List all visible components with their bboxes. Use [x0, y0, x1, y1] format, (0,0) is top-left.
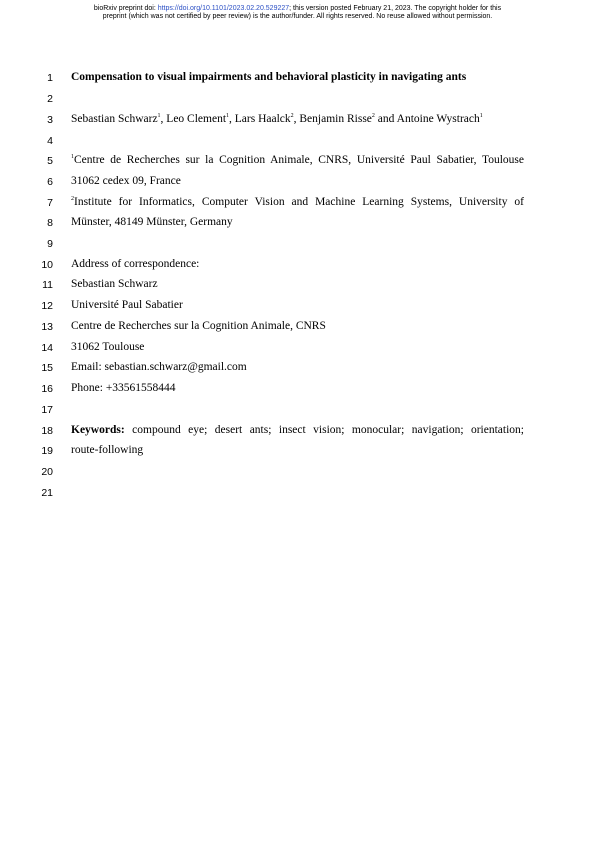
line-number: 17: [41, 404, 53, 416]
line-10: [0, 257, 595, 277]
keywords-cont: route-following: [71, 444, 144, 456]
line-3: [0, 112, 595, 132]
keywords: [71, 424, 524, 436]
author-separator: ,: [229, 113, 235, 125]
line-number: 7: [47, 197, 53, 209]
correspondence-name: Sebastian Schwarz: [71, 278, 158, 290]
affiliation-mark: 2: [371, 113, 375, 120]
line-8: [0, 215, 595, 235]
line-18: [0, 423, 595, 443]
line-number: 11: [42, 279, 53, 291]
line-20: [0, 464, 595, 484]
line-number: 15: [41, 362, 53, 374]
affiliation-mark: 2: [290, 113, 294, 120]
affiliation-mark: 1: [226, 113, 230, 120]
author-name: Antoine Wystrach: [396, 113, 480, 125]
line-16: [0, 381, 595, 401]
affiliation-1: [71, 154, 524, 166]
line-1: [0, 70, 595, 90]
author-list: [71, 113, 483, 125]
line-number: 6: [47, 176, 53, 188]
author-separator: and: [374, 113, 397, 125]
line-4: [0, 133, 595, 153]
author-separator: ,: [160, 113, 167, 125]
doi-link[interactable]: https://doi.org/10.1101/2023.02.20.529227: [157, 5, 290, 12]
affiliation-mark: 2: [71, 196, 74, 203]
line-17: [0, 402, 595, 422]
line-number: 10: [41, 259, 53, 271]
line-6: [0, 174, 595, 194]
line-number: 1: [47, 72, 53, 84]
author-name: Sebastian Schwarz: [71, 113, 158, 125]
line-number: 16: [41, 383, 53, 395]
line-13: [0, 319, 595, 339]
line-14: [0, 340, 595, 360]
line-number: 12: [41, 300, 53, 312]
header-line-2: preprint (which was not certified by peer review) is the author/funder. All rights reserved. No reuse allowed without permission.: [102, 13, 493, 20]
affiliation-mark: 1: [479, 113, 483, 120]
author-name: Lars Haalck: [234, 113, 291, 125]
affiliation-1-cont: 31062 cedex 09, France: [71, 175, 181, 187]
line-number: 9: [47, 238, 53, 250]
author-separator: ,: [293, 113, 300, 125]
line-number: 5: [47, 155, 53, 167]
line-number: 21: [41, 487, 53, 499]
correspondence-city: 31062 Toulouse: [71, 341, 145, 353]
correspondence-phone: Phone: +33561558444: [71, 382, 176, 394]
line-11: [0, 277, 595, 297]
line-number: 3: [47, 114, 53, 126]
line-number: 19: [41, 445, 53, 457]
line-number: 13: [41, 321, 53, 333]
affiliation-mark: 1: [71, 154, 74, 161]
affiliation-2-cont: Münster, 48149 Münster, Germany: [71, 216, 233, 228]
line-5: [0, 153, 595, 173]
line-19: [0, 443, 595, 463]
line-2: [0, 91, 595, 111]
line-15: [0, 360, 595, 380]
affiliation-1-text: Centre de Recherches sur la Cognition Animale, CNRS, Université Paul Sabatier, Toulouse: [74, 154, 524, 166]
line-number: 2: [47, 93, 53, 105]
line-number: 20: [41, 466, 53, 478]
correspondence-university: Université Paul Sabatier: [71, 299, 183, 311]
line-12: [0, 298, 595, 318]
line-number: 18: [41, 425, 53, 437]
line-number: 8: [47, 217, 53, 229]
keywords-list: compound eye; desert ants; insect vision; monocular; navigation; orientation;: [132, 424, 524, 436]
author-name: Leo Clement: [166, 113, 227, 125]
header-suffix: ; this version posted February 21, 2023. The copyright holder for this: [289, 5, 502, 12]
header-prefix: bioRxiv preprint doi:: [93, 5, 158, 12]
line-21: [0, 485, 595, 505]
correspondence-center: Centre de Recherches sur la Cognition Animale, CNRS: [71, 320, 326, 332]
line-number: 4: [47, 135, 53, 147]
line-number: 14: [41, 342, 53, 354]
keywords-label: Keywords:: [71, 424, 125, 436]
author-name: Benjamin Risse: [299, 113, 372, 125]
affiliation-2: [71, 196, 524, 208]
paper-title: Compensation to visual impairments and behavioral plasticity in navigating ants: [71, 71, 467, 83]
line-7: [0, 195, 595, 215]
line-9: [0, 236, 595, 256]
affiliation-mark: 1: [157, 113, 161, 120]
correspondence-heading: Address of correspondence:: [71, 258, 200, 270]
affiliation-2-text: Institute for Informatics, Computer Vision and Machine Learning Systems, University of: [74, 196, 524, 208]
correspondence-email[interactable]: Email: sebastian.schwarz@gmail.com: [71, 361, 247, 373]
